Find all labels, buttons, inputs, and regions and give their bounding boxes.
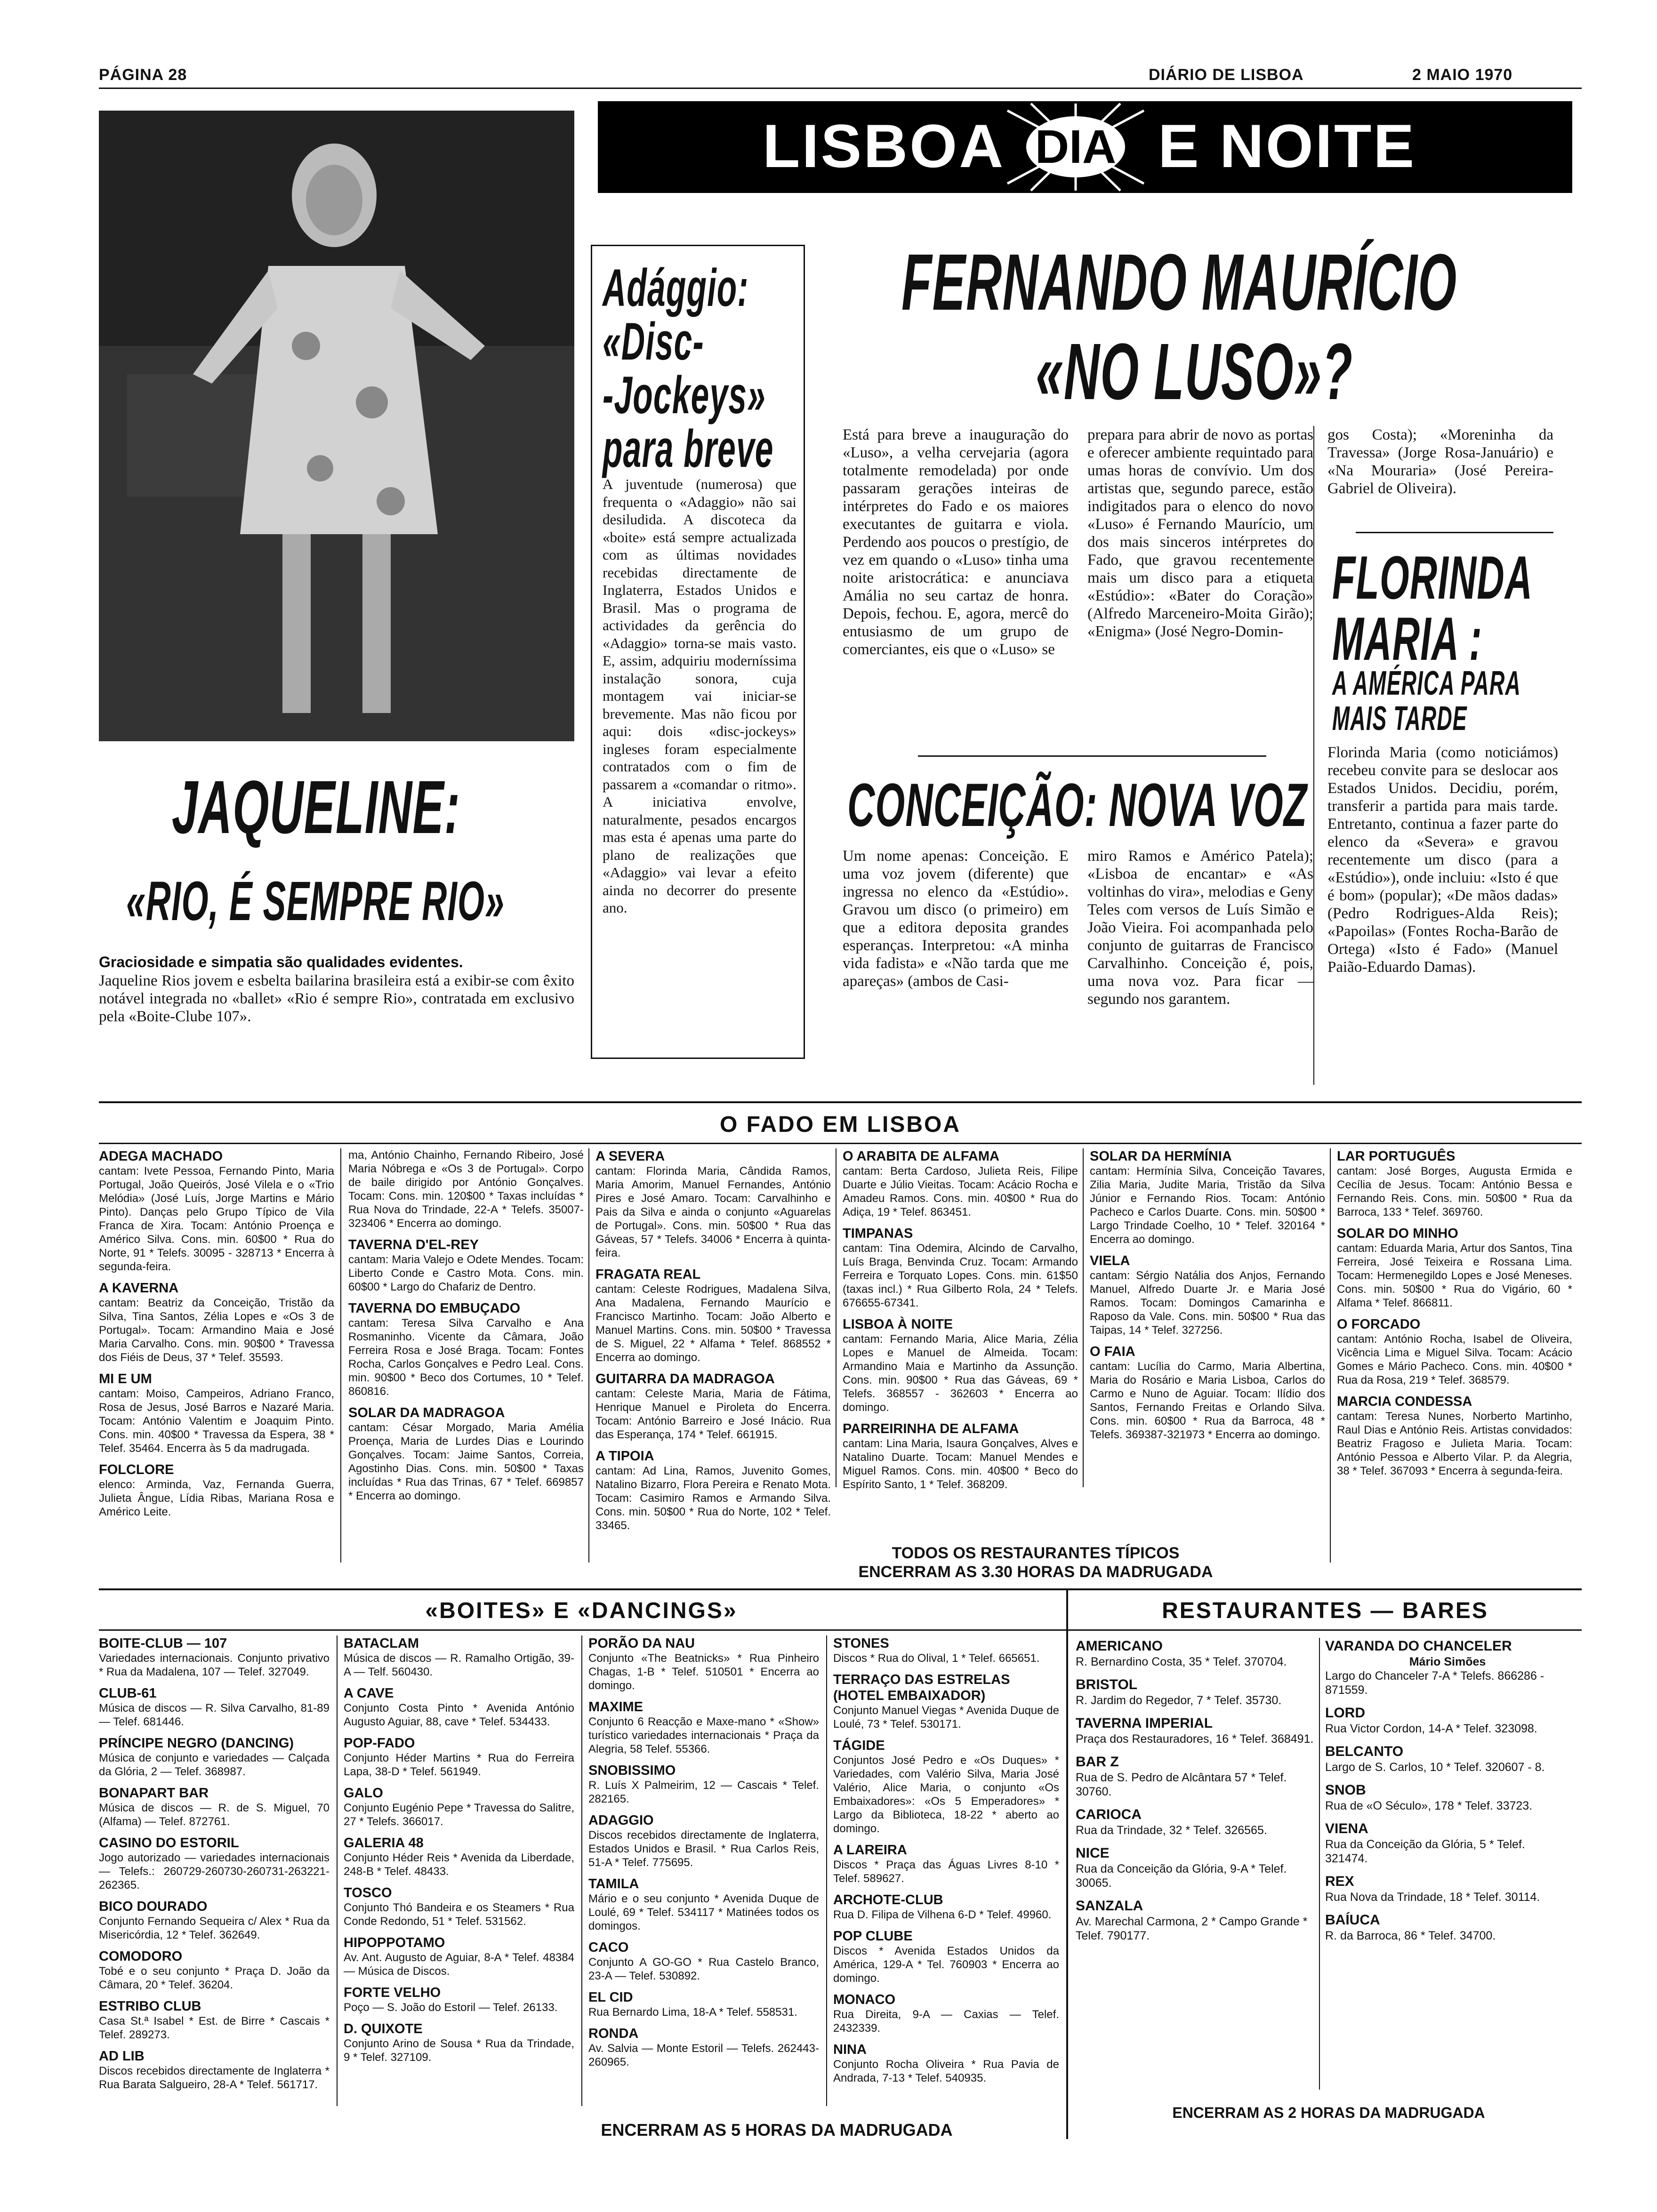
listing-name: GUITARRA DA MADRAGOA [595,1371,775,1387]
listing-name: VIENA [1325,1821,1368,1836]
fado-sub-rule [99,1143,1582,1144]
listing-text: cantam: Teresa Nunes, Norberto Martinho, Raul Dias e António Reis. Artistas convidados: Beatriz Fragoso e Julieta Maria. Tocam: António Pessoa e Alberto Vilar. P. da Alegria, 38 * Telef. 367093 * Encerra à segunda-feira. [1337,1410,1572,1477]
listing-name: BAR Z [1076,1754,1119,1770]
fernando-col2: prepara para abrir de novo as portas e oferecer ambiente requintado para umas horas de convívio. Um dos artistas que, segundo parece, estão indigitados para o elenco do novo «Luso» é Fernando Maurício, um dos mais sinceros intérpretes do Fado, que gravou recentemente mais um disco para a etiqueta «Estúdio»: «Bater do Coração» (Alfredo Marceneiro-Moita Girão); «Enigma» (José Negro-Domin- [1087,426,1313,640]
adaggio-title-2: «Disc- [603,312,704,371]
fado-listings [99,1148,1582,1581]
listing-text: Av. Ant. Augusto de Aguiar, 8-A * Telef. 48384 — Música de Discos. [344,1951,574,1978]
adaggio-title-1: Adággio: [603,258,749,317]
listing-text: Largo do Chanceler 7-A * Telefs. 866286 - 871559. [1325,1669,1544,1697]
listing-text: Rua de «O Século», 178 * Telef. 33723. [1325,1799,1533,1812]
listing-name: FORTE VELHO [344,1985,441,2000]
restaurantes-divider [1319,1638,1320,2090]
listing-item [1076,1754,1316,1799]
listing-text: cantam: Hermínia Silva, Conceição Tavares, Zilia Maria, Judite Maria, Tristão da Silva Júnior e Fernando Rios. Tocam: António Pacheco e Carlos Duarte. Cons. min. 50$00 * Largo Trindade Coelho, 10 * Telef. 320164 * Encerra ao domingo. [1090,1165,1325,1246]
boites-divider [337,1635,338,2106]
listing-name: CARIOCA [1076,1807,1142,1822]
listing-item [1076,1676,1316,1707]
adaggio-title-4: para breve [603,419,774,478]
listing-item [1076,1845,1316,1890]
listing-text: cantam: Sérgio Natália dos Anjos, Fernando Manuel, Alfredo Duarte Jr. e Maria José Ramos. Tocam: Domingos Camarinha e Raposo da Vale. Cons. min. 50$00 * Rua das Taipas, 14 * Telef. 327256. [1090,1269,1325,1337]
listing-name: D. QUIXOTE [344,2021,423,2036]
listing-item [99,1371,334,1455]
listing-name: O ARABITA DE ALFAMA [843,1149,999,1164]
listing-name: A SEVERA [595,1149,665,1164]
fado-footer-2: ENCERRAM AS 3.30 HORAS DA MADRUGADA [858,1563,1213,1581]
listing-text: Conjunto Manuel Viegas * Avenida Duque de Loulé, 73 * Telef. 530171. [833,1704,1059,1731]
listing-name: BICO DOURADO [99,1899,208,1914]
listing-name: GALERIA 48 [344,1835,424,1851]
florinda-subtitle-1: A AMÉRICA PARA [1332,665,1521,702]
listing-text: Música de discos — R. Silva Carvalho, 81-89 — Telef. 681446. [99,1702,330,1728]
listing-text: cantam: Celeste Maria, Maria de Fátima, Henrique Manuel e Piroleta do Encerra. Tocam: António Barreiro e José Inácio. Rua das Esperança, 174 * Telef. 661915. [595,1387,831,1441]
listing-item [99,2048,330,2092]
listing-item [595,1448,831,1532]
listing-item [1325,1782,1570,1813]
section-banner [598,101,1572,193]
listing-text: Discos * Avenida Estados Unidos da América, 129-A * Tel. 760903 * Encerra ao domingo. [833,1945,1059,1985]
fado-col-2 [348,1148,584,1509]
listing-name: EL CID [588,1990,633,2005]
listing-item [1325,1820,1570,1866]
listing-text: R. da Barroca, 86 * Telef. 34700. [1325,1929,1496,1942]
fado-col-3 [595,1148,831,1539]
newspaper-name: DIÁRIO DE LISBOA [1149,66,1304,84]
listing-name: TAVERNA D'EL-REY [348,1237,479,1252]
listing-name: CASINO DO ESTORIL [99,1835,239,1851]
conceicao-col1: Um nome apenas: Conceição. E uma voz jovem (diferente) que ingressa no elenco da «Estúdio». Gravou um disco (o primeiro) em que a editora depositа grandes esperanças. Interpretou: «A minha vida fadista» e «Não tarda que me apareças» (ambos de Casi- [843,848,1069,990]
listing-text: Conjunto Fernando Sequeira c/ Alex * Rua da Misericórdia, 12 * Telef. 362649. [99,1915,330,1941]
boites-divider [826,1635,827,2106]
jaqueline-title: JAQUELINE: [172,765,461,849]
florinda-subtitle-2: MAIS TARDE [1332,700,1467,737]
listing-item [344,1735,574,1779]
listing-item [344,1785,574,1828]
listing-name: PRÍNCIPE NEGRO (DANCING) [99,1736,294,1751]
listing-name: TERRAÇO DAS ESTRELAS (HOTEL EMBAIXADOR) [833,1672,1010,1703]
listing-text: Conjunto A GO-GO * Rua Castelo Branco, 23-A — Telef. 530892. [588,1956,819,1982]
listing-name: O FAIA [1090,1344,1135,1359]
listing-name: LISBOA À NOITE [843,1317,953,1332]
listing-name: SOLAR DO MINHO [1337,1226,1458,1241]
fado-top-rule [99,1101,1582,1103]
listing-item [348,1237,584,1294]
listing-item [595,1148,831,1260]
conceicao-title: CONCEIÇÃO: NOVA VOZ [847,770,1308,839]
listing-name: TAMILA [588,1876,639,1891]
listing-item [344,1835,574,1878]
listing-name: COMODORO [99,1949,183,1964]
listing-item [1090,1253,1325,1337]
adaggio-body: A juventude (numerosa) que frequenta o «Adaggio» não sai desiludida. A discoteca da «boite» está sempre actualizada com as últimas novidades recebidas directamente de Inglaterra, Estados Unidos e Brasil. Mas o programa de actividades da gerência do «Adaggio» torna-se mais vasto. E, assim, adquiriu moderníssima instalação sonora, cuja montagem vai iniciar-se brevemente. Mas não ficou por aqui: dois «disc-jockeys» ingleses foram especialmente contratados com o fim de passarem a «comandar o ritmo». A iniciativa envolve, naturalmente, pesados encargos mas esta é apenas uma parte do plano de realizações que «Adaggio» vai levar a efeito ainda no decorrer do presente ano. [603,476,796,916]
listing-text: Conjunto 6 Reacção e Maxe-mano * «Show» turístico variedades internacionais * Praça da Alegria, 58 Telef. 55366. [588,1715,819,1755]
listing-name: ESTRIBO CLUB [99,1999,201,2014]
conceicao-rule [918,755,1266,757]
fado-divider [1083,1148,1084,1487]
listing-text: cantam: Celeste Rodrigues, Madalena Silva, Ana Madalena, Fernando Maurício e Francisco Martinho. Tocam: João Alberto e Manuel Martins. Cons. min. 50$00 * Travessa de S. Miguel, 22 * Alfama * Telef. 868552 * Encerra ao domingo. [595,1283,831,1364]
listing-item [1076,1715,1316,1746]
listing-name: FRAGATA REAL [595,1267,701,1282]
listing-text: Largo de S. Carlos, 10 * Telef. 320607 - 8. [1325,1761,1545,1774]
listing-item [344,1935,574,1978]
listing-item [833,1635,1059,1665]
listing-item [833,1892,1059,1922]
listing-subname: Mário Simões [1409,1655,1486,1668]
listing-text: Conjuntos José Pedro e «Os Duques» * Variedades, com Valério Silva, Maria José Valério, Alice Maria, o conjunto «Os Embaixadores»: «Os 5 Emperadores» * Largo da Biblioteca, 18-22 * aberto ao domingo. [833,1754,1059,1835]
listing-text: Praça dos Restauradores, 16 * Telef. 368491. [1076,1732,1314,1746]
listing-text: cantam: Lucília do Carmo, Maria Albertina, Maria do Rosário e Maria Lisboa, Carlos do Carmo e Nuno de Aguiar. Tocam: Ilídio dos Santos, Fernando Freitas e Orlando Silva. Cons. min. 60$00 * Rua da Barroca, 48 * Telefs. 369387-321973 * Encerra ao domingo. [1090,1360,1325,1441]
listing-item [1076,1806,1316,1837]
restaurantes-listings [1076,1638,1582,2113]
listing-text: cantam: Teresa Silva Carvalho e Ana Rosmaninho. Vicente da Câmara, João Ferreira Rosa e José Braga. Tocam: Fontes Rocha, Carlos Gonçalves e Pedro Leal. Cons. min. 90$00 * Beco dos Cortumes, 10 * Telef. 860816. [348,1317,584,1398]
listing-name: RONDA [588,2026,639,2041]
banner-center: DIA [1035,120,1117,173]
listing-text: Conjunto Héder Reis * Avenida da Liberdade, 248-B * Telef. 48433. [344,1851,574,1878]
listing-name: NICE [1076,1845,1110,1861]
listing-text: Conjunto «The Beatnicks» * Rua Pinheiro Chagas, 1-B * Telef. 510501 * Encerra ao domingo. [588,1652,819,1692]
listing-text: Música de conjunto e variedades — Calçada da Glória, 2 — Telef. 368987. [99,1752,330,1778]
boites-sub-rule [99,1629,1582,1631]
listing-text: Tobé e o seu conjunto * Praça D. João da Câmara, 20 * Telef. 36204. [99,1965,330,1991]
fado-footer [800,1544,1271,1581]
restaurantes-col-1 [1076,1638,1316,1950]
listing-item [348,1405,584,1503]
listing-name: A TIPOIA [595,1449,654,1464]
listing-item [1325,1743,1570,1774]
listing-name: TAVERNA DO EMBUÇADO [348,1301,521,1316]
listing-name: CACO [588,1940,629,1955]
listing-name: A KAVERNA [99,1281,179,1296]
listing-item [588,1876,819,1933]
restaurantes-col-2 [1325,1638,1570,1950]
florinda-body: Florinda Maria (como noticiámos) recebeu convite para se deslocar aos Estados Unidos. Decidiu, porém, transferir a partida para mais tarde. Entretanto, continua a fazer parte do elenco da «Severa» e gravou recentemente um disco (para a «Estúdio»), onde incluiu: «Isto é que é bom» (popular); «De mãos dadas» (Pedro Rodrigues-Alda Reis); «Papoilas» (Fontes Rocha-Barão de Ortega) «Isto é Fado» (Manuel Paião-Eduardo Damas). [1327,744,1558,976]
listing-item [1090,1344,1325,1442]
listing-text: Conjunto Costa Pinto * Avenida António Augusto Aguiar, 88, cave * Telef. 534433. [344,1702,574,1728]
listing-item [99,1899,330,1942]
listing-item [1325,1873,1570,1904]
listing-name: TIMPANAS [843,1226,913,1241]
listing-item [99,1280,334,1364]
listing-text: Conjunto Arino de Sousa * Rua da Trindade, 9 * Telef. 327109. [344,2037,574,2064]
listing-item [588,1699,819,1756]
listing-text: R. Luís X Palmeirim, 12 — Cascais * Telef. 282165. [588,1779,819,1805]
listing-text: Av. Salvia — Monte Estoril — Telefs. 262443-260965. [588,2042,819,2068]
boites-col-4 [833,1635,1059,2092]
listing-name: ADEGA MACHADO [99,1149,223,1164]
listing-item [348,1148,584,1230]
boites-footer: ENCERRAM AS 5 HORAS DA MADRUGADA [601,2120,953,2140]
boites-top-rule [99,1588,1582,1590]
listing-text: cantam: Moiso, Campeiros, Adriano Franco, Rosa de Jesus, José Barros e Nazaré Maria. Tocam: António Valentim e Joaquim Pinto. Cons. min. 40$00 * Travessa da Espera, 38 * Telef. 35464. Encerra às 5 da madrugada. [99,1387,334,1455]
listing-item [1325,1638,1570,1697]
listing-name: TÁGIDE [833,1738,885,1753]
listing-item [843,1226,1078,1310]
boites-restaurantes-divider [1066,1588,1068,2139]
listing-item [833,1992,1059,2035]
col-divider [1313,426,1314,1085]
listing-item [1076,1898,1316,1943]
listing-text: cantam: Fernando Maria, Alice Maria, Zélia Lopes e Manuel de Almeida. Tocam: Armandino Maia e Martinho da Assunção. Cons. min. 90$00 * Rua das Gáveas, 69 * Telefs. 368557 - 362603 * Encerra ao domingo. [843,1333,1078,1414]
listing-name: MARCIA CONDESSA [1337,1394,1472,1409]
listing-text: cantam: Beatriz da Conceição, Tristão da Silva, Tina Santos, Zélia Lopes e «Os 3 de Portugal». Tocam: Armandino Maia e José Maria Carvalho. Cons. min. 90$00 * Travessa dos Fiéis de Deus, 37 * Telef. 35593. [99,1297,334,1364]
jaqueline-photo [99,111,574,741]
fado-col-6 [1337,1148,1572,1484]
listing-text: Discos * Rua do Olival, 1 * Telef. 665651. [833,1652,1040,1665]
listing-name: ADAGGIO [588,1813,654,1828]
listing-text: ma, António Chainho, Fernando Ribeiro, José Maria Nóbrega e «Os 3 de Portugal». Corpo de baile dirigido por António Gonçalves. Tocam: Cons. min. 120$00 * Taxas incluídas * Rua Nova do Trindade, 22-A * Telefs. 35007-323406 * Encerra ao domingo. [348,1149,584,1230]
listing-text: cantam: António Rocha, Isabel de Oliveira, Vicência Lima e Miguel Silva. Tocam: Acácio Gomes e Mário Pacheco. Cons. min. 40$00 * Rua da Rosa, 219 * Telef. 368579. [1337,1333,1572,1387]
listing-text: cantam: Maria Valejo e Odete Mendes. Tocam: Liberto Conde e Castro Mota. Cons. min. 60$00 * Largo do Chafariz de Dentro. [348,1253,584,1293]
listing-name: BELCANTO [1325,1744,1404,1759]
listing-text: cantam: José Borges, Augusta Ermida e Cecília de Jesus. Tocam: António Bessa e Fernando Reis. Cons. min. 50$00 * Rua da Barroca, 133 * Telef. 369760. [1337,1165,1572,1218]
listing-text: cantam: Ivete Pessoa, Fernando Pinto, Maria Portugal, João Queirós, José Vilela e o «Trio Melódia» (José Luís, Jorge Martins e Mário Pinto). Danças pelo Grupo Típico de Vila Franca de Xira. Tocam: António Proença e Américo Silva. Cons. min. 60$00 * Rua do Norte, 91 * Telefs. 30095 - 328713 * Encerra à segunda-feira. [99,1165,334,1273]
listing-name: TAVERNA IMPERIAL [1076,1715,1213,1731]
listing-name: VARANDA DO CHANCELER [1325,1638,1512,1654]
listing-name: GALO [344,1786,383,1801]
listing-name: PORÃO DA NAU [588,1636,695,1651]
listing-item [99,1462,334,1519]
listing-item [843,1316,1078,1414]
restaurantes-footer: ENCERRAM AS 2 HORAS DA MADRUGADA [1172,2104,1485,2121]
listing-text: cantam: Ad Lina, Ramos, Juvenito Gomes, Natalino Bizarro, Flora Pereira e Renato Mota. Tocam: Casimiro Ramos e Armando Silva. Cons. min. 50$00 * Rua do Norte, 102 * Telef. 33465. [595,1465,831,1532]
masthead-rule [99,88,1582,89]
listing-text: Jogo autorizado — variedades internacionais — Telefs.: 260729-260730-260731-263221-262365. [99,1851,330,1891]
listing-item [588,1635,819,1692]
fado-col-1 [99,1148,334,1525]
fernando-title-1: FERNANDO MAURÍCIO [901,238,1457,327]
boites-header: «BOITES» E «DANCINGS» [425,1598,738,1623]
restaurantes-header: RESTAURANTES — BARES [1162,1598,1488,1623]
listing-text: Conjunto Eugénio Pepe * Travessa do Salitre, 27 * Telefs. 366017. [344,1802,574,1828]
jaqueline-body: Jaqueline Rios jovem e esbelta bailarina brasileira está a exibir-se com êxito notável integrada no «ballet» «Rio é sempre Rio», contratada em exclusivo pela «Boite-Clube 107». [99,972,574,1025]
boites-col-1 [99,1635,330,2098]
listing-text: Rua da Conceição da Glória, 5 * Telef. 321474. [1325,1838,1525,1865]
boites-divider [581,1635,582,2106]
listing-text: Música de discos — R. de S. Miguel, 70 (Alfama) — Telef. 872761. [99,1802,330,1828]
listing-text: Conjunto Thó Bandeira e os Steamers * Rua Conde Redondo, 51 * Telef. 531562. [344,1901,574,1928]
boites-col-2 [344,1635,574,2071]
listing-item [1076,1638,1316,1669]
listing-name: LAR PORTUGUÊS [1337,1149,1456,1164]
fado-divider [588,1148,589,1563]
listing-name: BRISTOL [1076,1677,1138,1692]
listing-name: SANZALA [1076,1898,1143,1914]
listing-item [99,1148,334,1274]
listing-item [99,1785,330,1828]
listing-item [843,1421,1078,1491]
listing-text: R. Bernardino Costa, 35 * Telef. 370704. [1076,1655,1287,1668]
listing-item [1090,1148,1325,1246]
listing-item [344,1635,574,1679]
listing-item [833,1842,1059,1885]
listing-item [344,1985,574,2014]
listing-item [588,1940,819,1983]
listing-item [1325,1705,1570,1736]
conceicao-col2: miro Ramos e Américo Patela); «Lisboa de encantar» e «As voltinhas do vira», melodias e Geny Teles com versos de Luís Simão e João Vieira. Foi acompanhada pelo conjunto de guitarras de Francisco Carvalhinho. Conceição é, pois, uma nova voz. Para ficar — segundo nos garantem. [1087,848,1313,1008]
fado-divider [340,1148,341,1563]
listing-text: Discos recebidos directamente de Inglaterra * Rua Barata Salgueiro, 28-A * Telef. 561717. [99,2065,330,2091]
listing-text: elenco: Arminda, Vaz, Fernanda Guerra, Julieta Ângue, Lídia Ribas, Mariana Rosa e Américo Leite. [99,1478,334,1518]
listing-text: cantam: Lina Maria, Isaura Gonçalves, Alves e Natalino Duarte. Tocam: Manuel Mendes e Miguel Ramos. Cons. min. 40$00 * Beco do Espírito Santo, 1 * Telef. 368209. [843,1437,1078,1491]
listing-text: Rua Victor Cordon, 14-A * Telef. 323098. [1325,1722,1537,1735]
listing-name: PARREIRINHA DE ALFAMA [843,1421,1019,1436]
listing-name: O FORCADO [1337,1317,1421,1332]
listing-item [833,1928,1059,1985]
jaqueline-subtitle: «RIO, É SEMPRE RIO» [126,870,505,932]
banner-right: E NOITE [1158,112,1416,180]
listing-name: AMERICANO [1076,1638,1163,1654]
adaggio-title-3: -Jockeys» [603,366,766,425]
listing-item [833,1738,1059,1835]
listing-text: cantam: Berta Cardoso, Julieta Reis, Filipe Duarte e Júlio Vieitas. Tocam: Acácio Rocha e Amadeu Ramos. Cons. min. 40$00 * Rua do Adiça, 19 * Telef. 863451. [843,1165,1078,1218]
listing-name: BOITE-CLUB — 107 [99,1636,227,1651]
listing-name: MI E UM [99,1371,152,1387]
listing-text: Rua Direita, 9-A — Caxias — Telef. 2432339. [833,2008,1059,2035]
banner-left: LISBOA [763,112,1005,180]
listing-item [1337,1316,1572,1387]
listing-text: cantam: César Morgado, Maria Amélia Proença, Maria de Lurdes Dias e Lourindo Gonçalves. Tocam: Jaime Santos, Correia, Agostinho Dias. Cons. min. 50$00 * Taxas incluídas * Rua das Trinas, 67 * Telef. 669857 * Encerra ao domingo. [348,1421,584,1502]
listing-item [99,1735,330,1779]
fado-header: O FADO EM LISBOA [719,1112,961,1137]
issue-date: 2 MAIO 1970 [1412,66,1513,84]
listing-name: CLUB-61 [99,1686,157,1701]
listing-name: HIPOPPOTAMO [344,1935,445,1950]
listing-name: BONAPART BAR [99,1786,209,1801]
listing-item [595,1266,831,1364]
listing-text: Discos * Praça das Águas Livres 8-10 * Telef. 589627. [833,1859,1059,1885]
page-number: PÁGINA 28 [99,66,187,84]
listing-text: Rua Nova da Trindade, 18 * Telef. 30114. [1325,1891,1540,1904]
florinda-rule [1356,532,1553,533]
listing-name: SNOBISSIMO [588,1763,676,1778]
listing-text: Av. Marechal Carmona, 2 * Campo Grande * Telef. 790177. [1076,1915,1308,1942]
jaqueline-lead: Graciosidade e simpatia são qualidades evidentes. [99,954,463,970]
listing-name: POP CLUBE [833,1929,913,1944]
listing-item [595,1371,831,1442]
listing-name: ARCHOTE-CLUB [833,1892,943,1907]
listing-item [1337,1226,1572,1310]
fado-divider [1330,1148,1331,1563]
listing-text: Casa St.ª Isabel * Est. de Birre * Cascais * Telef. 289273. [99,2015,330,2041]
listing-text: Rua da Trindade, 32 * Telef. 326565. [1076,1824,1267,1837]
listing-item [344,1685,574,1729]
listing-item [99,1635,330,1679]
listing-name: MONACO [833,1992,896,2007]
florinda-title-2: MARIA : [1332,604,1483,673]
listing-name: STONES [833,1636,889,1651]
listing-name: AD LIB [99,2049,145,2064]
listing-text: Rua de S. Pedro de Alcântara 57 * Telef. 30760. [1076,1771,1287,1798]
listing-name: POP-FADO [344,1736,415,1751]
listing-name: LORD [1325,1705,1365,1721]
listing-text: Mário e o seu conjunto * Avenida Duque de Loulé, 69 * Telef. 534117 * Matinées todos os domingos. [588,1892,819,1932]
listing-text: Rua Bernardo Lima, 18-A * Telef. 558531. [588,2006,797,2019]
listing-name: REX [1325,1874,1354,1889]
listing-item [588,1989,819,2019]
fado-col-4 [843,1148,1078,1498]
sun-emblem [998,101,1153,193]
listing-name: A LAREIRA [833,1843,907,1858]
listing-item [1337,1394,1572,1478]
listing-text: Variedades internacionais. Conjunto privativo * Rua da Madalena, 107 — Telef. 327049. [99,1652,330,1678]
florinda-title-1: FLORINDA [1332,543,1533,612]
listing-name: SOLAR DA MADRAGOA [348,1405,505,1420]
listing-item [588,2026,819,2069]
fado-divider [836,1148,837,1487]
listing-item [99,1998,330,2042]
listing-item [1325,1912,1570,1943]
fernando-col3: gos Costa); «Moreninha da Travessa» (Jorge Rosa-Januário) e «Na Mouraria» (José Pereira-Gabriel de Oliveira). [1327,426,1553,497]
listing-item [99,1685,330,1729]
listing-item [99,1835,330,1892]
listing-item [1337,1148,1572,1219]
fado-footer-1: TODOS OS RESTAURANTES TÍPICOS [892,1544,1180,1562]
listing-item [833,2042,1059,2085]
listing-text: R. Jardim do Regedor, 7 * Telef. 35730. [1076,1694,1282,1707]
listing-text: cantam: Florinda Maria, Cândida Ramos, Maria Amorim, Manuel Fernandes, António Pires e José Amaro. Tocam: Carvalhinho e Pais da Silva e ainda o conjunto «Aguarelas de Portugal». Cons. min. 50$00 * Rua das Gáveas, 57 * Telefs. 34006 * Encerra à quinta-feira. [595,1165,831,1259]
boites-col-3 [588,1635,819,2076]
fernando-col1: Está para breve a inauguração do «Luso», a velha cervejaria (agora totalmente remodelada) por onde passaram gerações inteiras de intérpretes do Fado e os maiores executantes de guitarra e viola. Perdendo aos poucos o prestígio, de vez em quando o «Luso» tinha uma noite aristocrática: e anunciava Amália no seu cartaz de honra. Depois, fechou. E, agora, mercê do entusiasmo de um grupo de comerciantes, eis que o «Luso» se [843,426,1069,658]
listing-name: MAXIME [588,1699,643,1715]
listing-text: Discos recebidos directamente de Inglaterra, Estados Unidos e Brasil. * Rua Carlos Reis, 51-A * Telef. 775695. [588,1829,819,1869]
listing-text: Conjunto Rocha Oliveira * Rua Pavia de Andrada, 7-13 * Telef. 540935. [833,2058,1059,2084]
listing-item [833,1672,1059,1731]
listing-text: cantam: Tina Odemira, Alcindo de Carvalho, Luís Braga, Benvinda Cruz. Tocam: Armando Ferreira e Torquato Lopes. Cons. min. 61$50 (taxas incl.) * Rua Gilberto Rola, 24 * Telefs. 676655-67341. [843,1242,1078,1309]
listing-name: BAÍUCA [1325,1912,1380,1928]
listing-name: NINA [833,2042,867,2057]
listing-text: Poço — S. João do Estoril — Telef. 26133. [344,2001,558,2014]
listing-item [348,1300,584,1398]
listing-text: cantam: Eduarda Maria, Artur dos Santos, Tina Ferreira, José Teixeira e Rossana Lima. Tocam: Hermenegildo Lopes e José Meneses. Cons. min. 50$00 * Rua do Vigário, 60 * Alfama * Telef. 866811. [1337,1242,1572,1309]
listing-name: TOSCO [344,1885,392,1900]
listing-item [344,1885,574,1928]
listing-text: Música de discos — R. Ramalho Ortigão, 39-A — Telf. 560430. [344,1652,574,1678]
listing-name: BATACLAM [344,1636,419,1651]
listing-name: SNOB [1325,1782,1366,1798]
listing-name: A CAVE [344,1686,394,1701]
fado-col-5 [1090,1148,1325,1448]
listing-item [344,2021,574,2064]
adaggio-title [603,258,800,478]
fernando-title-2: «NO LUSO»? [1036,327,1353,417]
listing-name: SOLAR DA HERMÍNIA [1090,1149,1232,1164]
listing-text: Conjunto Héder Martins * Rua do Ferreira Lapa, 38-D * Telef. 561949. [344,1752,574,1778]
listing-name: VIELA [1090,1253,1130,1268]
listing-item [588,1812,819,1869]
listing-item [588,1763,819,1806]
listing-item [843,1148,1078,1219]
listing-text: Rua D. Filipa de Vilhena 6-D * Telef. 49960. [833,1908,1052,1921]
listing-item [99,1948,330,1992]
listing-name: FOLCLORE [99,1462,174,1477]
boites-listings [99,1635,1059,2125]
listing-text: Rua da Conceição da Glória, 9-A * Telef. 30065. [1076,1862,1287,1890]
